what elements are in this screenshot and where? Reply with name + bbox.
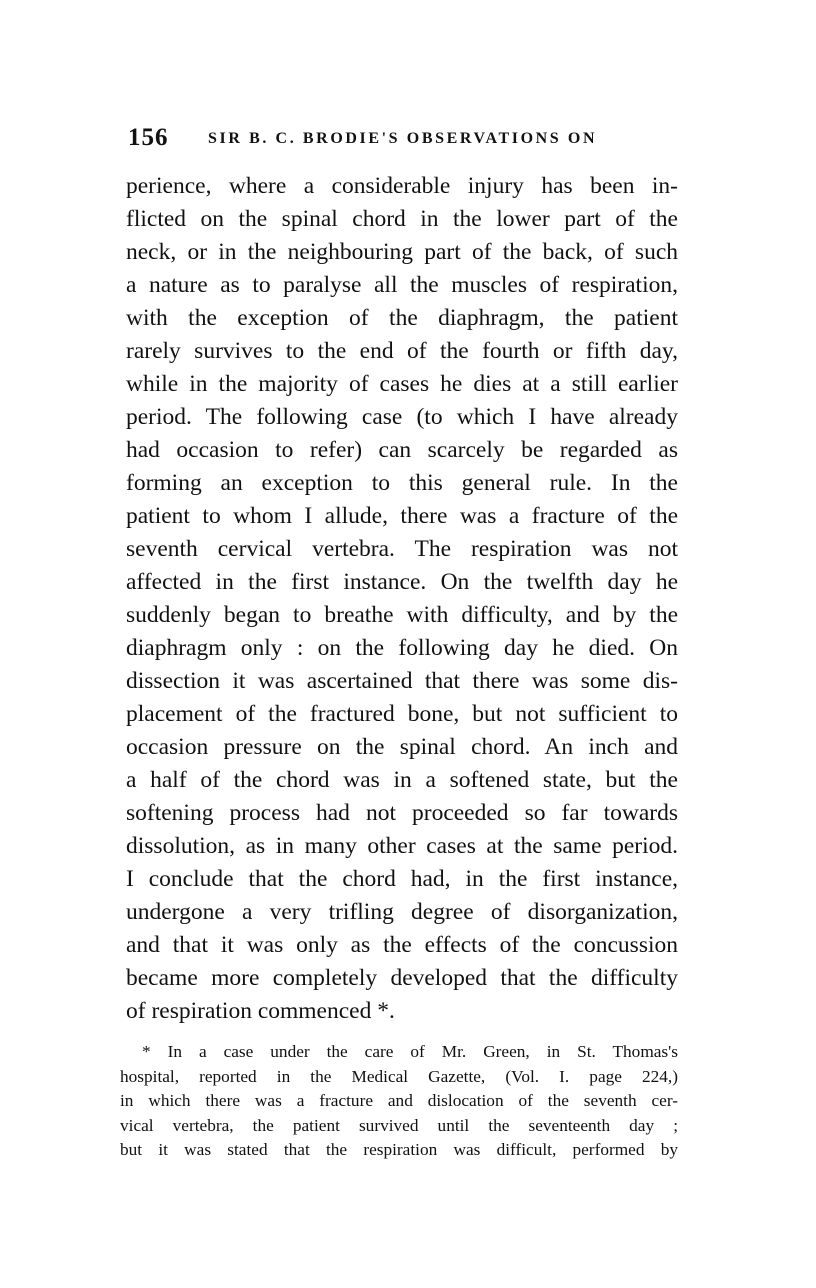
text-line: undergone a very trifling degree of disorganization, [126, 899, 678, 925]
text-line: placement of the fractured bone, but not sufficient to [126, 701, 678, 727]
page-number: 156 [128, 124, 169, 151]
text-line: dissolution, as in many other cases at the same period. [126, 833, 678, 859]
footnote-line: vical vertebra, the patient survived until the seventeenth day ; [120, 1115, 678, 1135]
text-line: of respiration commenced *. [126, 998, 395, 1024]
text-line: and that it was only as the effects of the concussion [126, 932, 678, 958]
text-line: had occasion to refer) can scarcely be regarded as [126, 437, 678, 463]
text-line: suddenly began to breathe with difficulty, and by the [126, 602, 678, 628]
text-line: patient to whom I allude, there was a fracture of the [126, 503, 678, 529]
text-line: diaphragm only : on the following day he died. On [126, 635, 678, 661]
text-line: seventh cervical vertebra. The respiration was not [126, 536, 678, 562]
footnote-line: * In a case under the care of Mr. Green, in St. Thomas's [142, 1042, 678, 1061]
footnote-line: hospital, reported in the Medical Gazette, (Vol. I. page 224,) [120, 1066, 678, 1086]
text-line: became more completely developed that the difficulty [126, 965, 678, 991]
text-line: softening process had not proceeded so far towards [126, 800, 678, 826]
running-head-title: SIR B. C. BRODIE'S OBSERVATIONS ON [208, 130, 598, 147]
text-line: with the exception of the diaphragm, the patient [126, 305, 678, 331]
footnote-line: but it was stated that the respiration was difficult, performed by [120, 1140, 678, 1159]
text-line: period. The following case (to which I have already [126, 404, 678, 430]
text-line: occasion pressure on the spinal chord. An inch and [126, 734, 678, 760]
text-line: neck, or in the neighbouring part of the back, of such [126, 239, 678, 265]
text-line: a nature as to paralyse all the muscles of respiration, [126, 272, 678, 298]
text-line: rarely survives to the end of the fourth or fifth day, [126, 338, 678, 364]
footnote [120, 1040, 678, 1163]
text-line: a half of the chord was in a softened state, but the [126, 767, 678, 793]
body-paragraph [126, 170, 678, 1028]
text-line: flicted on the spinal chord in the lower part of the [126, 206, 678, 232]
footnote-line: in which there was a fracture and dislocation of the seventh cer- [120, 1091, 678, 1110]
text-line: perience, where a considerable injury has been in- [126, 173, 678, 199]
text-line: affected in the first instance. On the twelfth day he [126, 569, 678, 595]
text-line: dissection it was ascertained that there was some dis- [126, 668, 678, 694]
text-line: while in the majority of cases he dies at a still earlier [126, 371, 678, 397]
text-line: forming an exception to this general rule. In the [126, 470, 678, 496]
text-line: I conclude that the chord had, in the first instance, [126, 866, 678, 892]
running-head [128, 124, 688, 158]
